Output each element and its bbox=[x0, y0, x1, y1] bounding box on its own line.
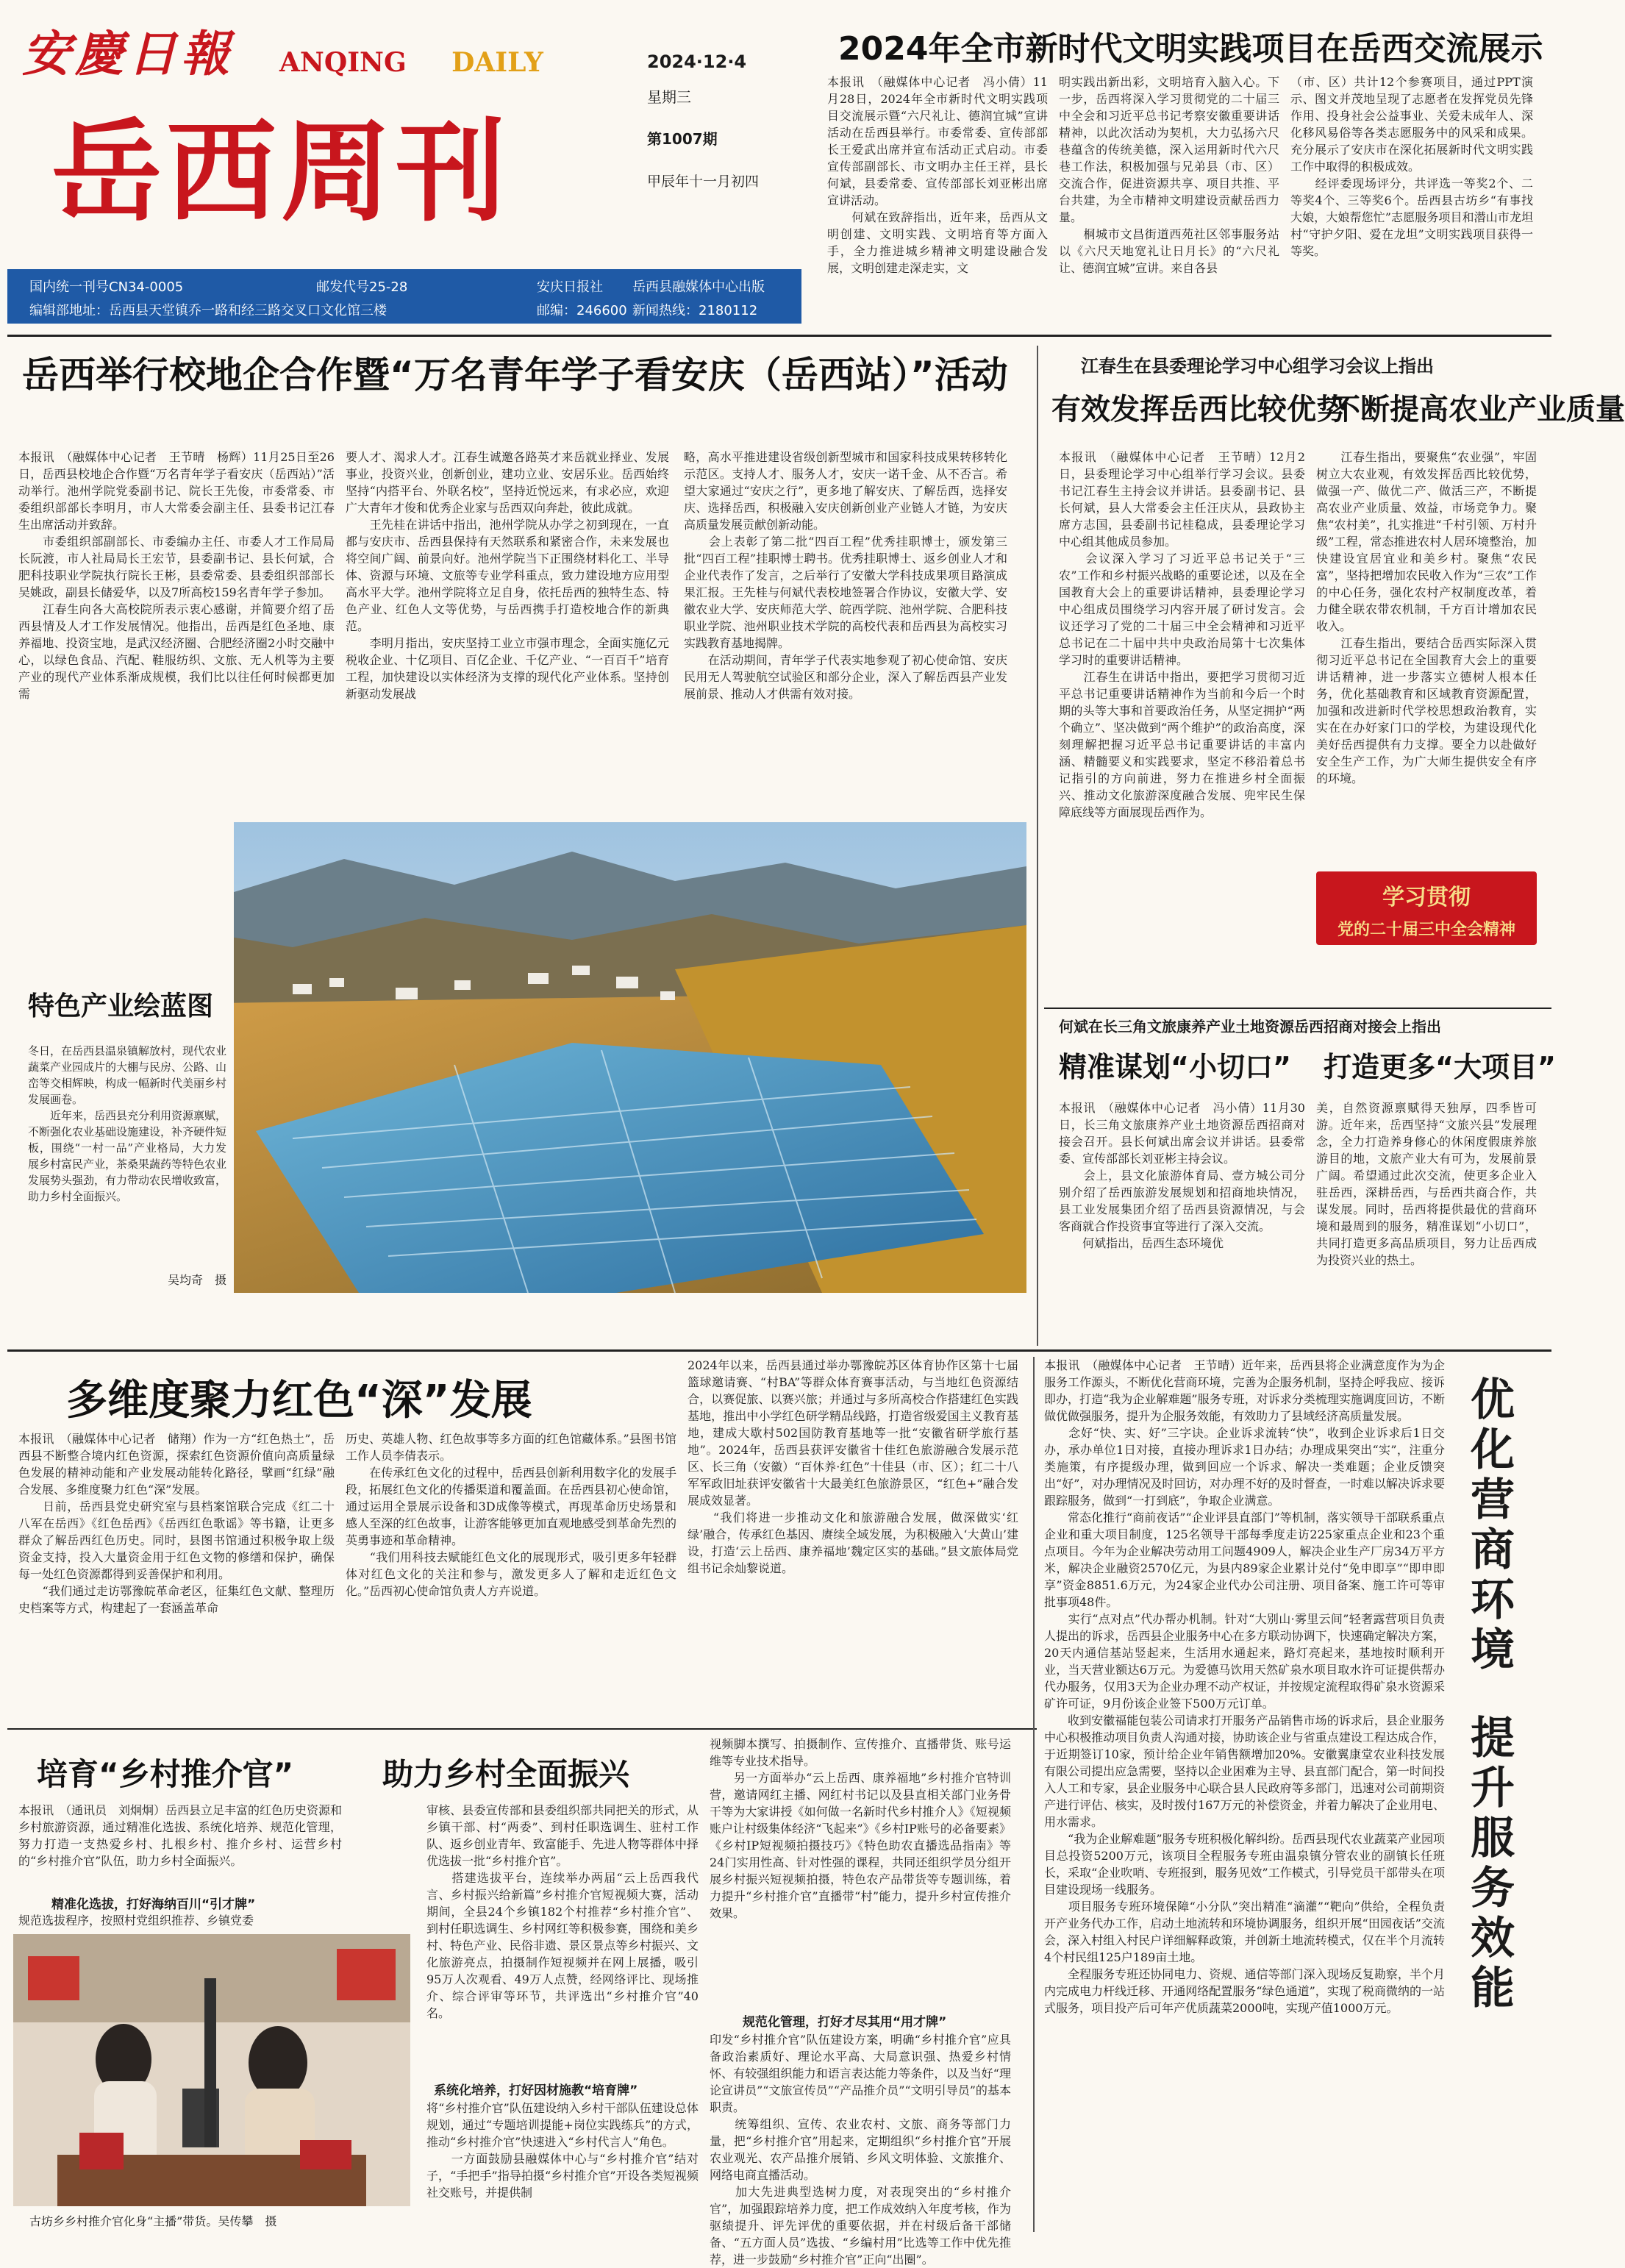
info-cn: 国内统一刊号CN34-0005 bbox=[29, 279, 184, 295]
feature-photo bbox=[13, 822, 1026, 1293]
business-title-1: 优 化 营 商 环 境 bbox=[1471, 1374, 1515, 1676]
he-title-right: 打造更多“大项目” bbox=[1324, 1051, 1556, 1083]
paper-en-2: DAILY bbox=[451, 47, 543, 78]
weekly-title: 岳西周刊 bbox=[51, 109, 511, 237]
red-culture-title: 多维度聚力红色“深”发展 bbox=[66, 1377, 532, 1424]
badge-line-2: 党的二十届三中全会精神 bbox=[1337, 921, 1515, 939]
business-text: 本报讯 （融媒体中心记者 王节晴）近年来，岳西县将企业满意度作为为企服务工作源头，不断优化营商环境，完善为企服务机制，坚持企呼我应、接诉即办，打造“我为企业解难题”服务专班，对诉求分类梳理实施调度回访，不断做优做强服务，提升为企服务效能，有效助力了县域经济高质量发展。 念好“快、实、好”三字诀。企业诉求流转“快”，收到企业诉求后1日交办，承办单位1日对接，直接办理诉求1日办结；办理成果突出“实”，注重分类施策，有序提级办理，做到回应一个诉求、解决一类难题；企业反馈突出“好”，对办理情况及时回访，对办理不好的及时督查，一时难以解决诉求要跟踪服务，做到“一打到底”，争取企业满意。 常态化推行“商前夜话”“企业评县直部门”等机制，落实领导干部联系重点企业和重大项目制度，125名领导干部每季度走访225家重点企业和23个重点项目。今年为企业解决劳动用工问题4909人，解决企业生产厂房34万平方米，解决企业融资2570亿元，为县内89家企业累计兑付“免申即享”“即申即享”资金8851.6万元，为24家企业代办公司注册、项目备案、施工许可等审批事项48件。 实行“点对点”代办帮办机制。针对“大别山·雾里云间”轻奢露营项目负责人提出的诉求，岳西县企业服务中心在多方联动协调下，快速确定解决方案，20天内通信基站竖起来，生活用水通起来，路灯亮起来，基地按时顺利开业，当天营业额达6万元。为爱德马饮用天然矿泉水项目取水许可证提供帮办代办服务，仅用3天为企业办理不动产权证，并按规定流程取得矿泉水资源采矿许可证，9月份该企业签下500万元订单。 收到安徽福能包装公司请求打开服务产品销售市场的诉求后，县企业服务中心积极推动项目负责人沟通对接，协助该企业与省重点建设工程达成合作，于近期签订10家，预计给企业年销售额增加20%。安徽翼康堂农业科技发展有限公司提出应急需要，坚持以企业困难为主导、县直部门配合，第一时间投入人工和专家，县企业服务中心联合县人民政府等多部门，迅速对公司前期资产进行评估、核实，及时拨付167万元的补偿资金，并着力解决了企业用电、用水需求。 “我为企业解难题”服务专班积极化解纠纷。岳西县现代农业蔬菜产业园项目总投资5200万元，该项目全程服务专班由温泉镇分管农业的副镇长任班长，采取“企业吹哨、专班报到，服务见效”工作模式，引导党员干部带头在项目建设现场一线服务。 项目服务专班环境保障“小分队”突出精准“滴灌”“靶向”供给，全程负责开产业务代办工作，启动土地流转和环境协调服务，组织开展“田园夜话”交流会，深入村组入村民户详细解释政策，并创新土地流转模式，仅在半个月流转4个村民组125户189亩土地。 全程服务专班还协同电力、资规、通信等部门深入现场反复勘察，半个月内完成电力杆线迁移、开通网络配置服务“绿色通道”，实现了税商微纳的一站式服务，项目投产后可年产优质蔬菜2000吨，实现产值1000万元。 bbox=[1044, 1358, 1445, 2015]
issue-date: 2024·12·4 bbox=[647, 51, 747, 72]
info-address: 编辑部地址：岳西县天堂镇乔一路和经三路交叉口文化馆三楼 bbox=[29, 303, 387, 318]
top-story-col-2: 明实践出新出彩，文明培育入脑入心。下一步，岳西将深入学习贯彻党的二十届三中全会和习近平总书记考察安徽重要讲话精神，以此次活动为契机，大力弘扬六尺巷蕴含的传统美德，深入运用新时代六尺巷工作法，积极加强与兄弟县（市、区）交流合作，促进资源共享、项目共推、平台共建，为全市精神文明建设贡献岳西力量。 桐城市文昌街道西苑社区邻事服务站以《六尺天地宽礼让日月长》的“六尺礼让、德润宜城”宣讲。来自各县 bbox=[1059, 75, 1279, 275]
jiang-col-1: 本报讯 （融媒体中心记者 王节晴）12月2日，县委理论学习中心组举行学习会议。县委书记江春生主持会议并讲话。县委副书记、县长何斌，县人大常委会主任汪庆从，县政协主席方志国，县委副书记桂稳成，县委理论学习中心组其他成员参加。 会议深入学习了习近平总书记关于“三农”工作和乡村振兴战略的重要论述，以及在全国教育大会上的重要讲话精神，县委理论学习中心组成员围绕学习内容开展了研讨发言。会议还学习了党的二十届三中全会精神和习近平总书记在二十届中共中央政治局第十七次集体学习时的重要讲话精神。 江春生在讲话中指出，要把学习贯彻习近平总书记重要讲话精神作为当前和今后一个时期的头等大事和首要政治任务，从坚定拥护“两个确立”、坚决做到“两个维护”的政治高度，深刻理解把握习近平总书记重要讲话的丰富内涵、精髓要义和实践要求，坚定不移沿着总书记指引的方向前进，努力在推进乡村全面振兴、推动文化旅游深度融合发展、兜牢民生保障底线等方面展现岳西作为。 bbox=[1059, 450, 1305, 819]
business-vertical-title-1 bbox=[1467, 1375, 1518, 1675]
paper-en-1: ANQING bbox=[279, 47, 407, 78]
date-box bbox=[647, 51, 794, 190]
study-badge bbox=[1316, 871, 1537, 945]
village-sub-1: 精准化选拔，打好海纳百川“引才牌” bbox=[51, 1897, 256, 1912]
village-sub-3: 规范化管理，打好才尽其用“用才牌” bbox=[743, 2015, 947, 2030]
vertical-divider-right bbox=[1037, 346, 1038, 1346]
village-col-2-rest: 将“乡村推介官”队伍建设纳入乡村干部队伍建设总体规划，通过“专题培训提能+岗位实践练兵”的方式，推动“乡村推介官”快速进入“乡村代言人”角色。 一方面鼓励县融媒体中心与“乡村推介官”结对子，“手把手”指导拍摄“乡村推介官”开设各类短视频社交账号，并提供制 bbox=[426, 2101, 699, 2200]
feature-text: 冬日，在岳西县温泉镇解放村，现代农业蔬菜产业园成片的大棚与民房、公路、山峦等交相辉映，构成一幅新时代美丽乡村发展画卷。 近年来，岳西县充分利用资源禀赋，不断强化农业基础设施建设，补齐硬件短板，围绕“一村一品”产业格局，大力发展乡村富民产业，茶桑果蔬药等特色农业发展势头强劲，有力带动农民增收致富，助力乡村全面振兴。 bbox=[28, 1044, 227, 1203]
feature-title: 特色产业绘蓝图 bbox=[28, 991, 214, 1021]
feature-credit: 吴均奇 摄 bbox=[168, 1273, 227, 1287]
village-photo bbox=[13, 1934, 410, 2206]
xiaoqi-col-3: 略，高水平推进建设省级创新型城市和国家科技成果转移转化示范区。支持人才、服务人才，安庆一诺千金、从不否言。希望大家通过“安庆之行”，更多地了解安庆、了解岳西，选择安庆、选择岳西，积极融入安庆创新创业产业链人才链，为安庆高质量发展贡献创新动能。 会上表彰了第二批“四百工程”优秀挂职博士，颁发第三批“四百工程”挂职博士聘书。优秀挂职博士、返乡创业人才和企业代表作了发言，之后举行了安徽大学科技成果项目路演成果汇报。王先桂与何斌代表校地签署合作协议，安徽大学、安徽农业大学、安庆师范大学、皖西学院、池州学院、合肥科技职业学院、池州职业技术学院的高校代表和岳西县为高校实习实践教育基地揭牌。 在活动期间，青年学子代表实地参观了初心使命馆、安庆民用无人驾驶航空试验区和部分企业，深入了解岳西县产业发展前景、推动人才供需有效对接。 bbox=[684, 450, 1007, 701]
village-col-2: 审核、县委宣传部和县委组织部共同把关的形式，从乡镇干部、村“两委”、到村任职选调生、驻村工作队、返乡创业青年、致富能手、先进人物等群体中择优选拔一批“乡村推介官”。 搭建选拔平台，连续举办两届“云上岳西我代言、乡村振兴给新篇”乡村推介官短视频大赛，活动期间，全县24个乡镇182个村推荐“乡村推介官”、到村任职选调生、乡村网红等积极参赛，围绕和美乡村、特色产业、民俗非遗、景区景点等乡村振兴、文化旅游亮点，拍摄制作短视频并在网上展播，吸引95万人次观看、49万人点赞，经网络评比、现场推介、综合评审等环节，共评选出“乡村推介官”40名。 bbox=[426, 1803, 699, 2020]
weekday: 星期三 bbox=[647, 88, 691, 106]
info-center: 岳西县融媒体中心出版 bbox=[632, 279, 765, 295]
village-photo-image bbox=[13, 1934, 410, 2206]
jiang-title-right: 不断提高农业产业质量 bbox=[1331, 393, 1625, 427]
red-culture-col-1: 本报讯 （融媒体中心记者 储翔）作为一方“红色热土”，岳西县不断整合境内红色资源，探索红色资源价值向高质量绿色发展的精神动能和产业发展动能转化路径，擘画“红绿”融合发展、多维度聚力红色“深”发展。 日前，岳西县党史研究室与县档案馆联合完成《红二十八军在岳西》《红色岳西》《岳西红色歌谣》等书籍，让更多群众了解岳西红色历史。同时，县图书馆通过积极争取上级资金支持，投入大量资金用于红色文物的修缮和保护，确保每一处红色资源都得到妥善保护和利用。 “我们通过走访鄂豫皖革命老区，征集红色文献、整理历史档案等方式，构建起了一套涵盖革命 bbox=[18, 1432, 335, 1615]
top-story-title: 2024年全市新时代文明实践项目在岳西交流展示 bbox=[838, 30, 1543, 68]
village-sub-2: 系统化培养，打好因材施教“培育牌” bbox=[434, 2083, 638, 2098]
village-col-3: 视频脚本撰写、拍摄制作、宣传推介、直播带货、账号运维等专业技术指导。 另一方面举办“云上岳西、康养福地”乡村推介官特训营，邀请网红主播、网红村书记以及县直相关部门业务骨干等为大家讲授《如何做一名新时代乡村推介人》《短视频账户让村级集体经济“飞起来”》《乡村IP账号的必备要素》《乡村IP短视频拍摄技巧》《特色助农直播选品指南》等24门实用性高、针对性强的课程，共同还组织学员分组开展乡村振兴短视频拍摄，特色农产品带货等专题训练，着力提升“乡村推介官”直播带“村”能力，提升乡村宣传推介效果。 bbox=[710, 1737, 1011, 1920]
village-photo-caption: 古坊乡乡村推介官化身“主播”带货。吴传攀 摄 bbox=[29, 2214, 277, 2228]
jiang-kicker: 江春生在县委理论学习中心组学习会议上指出 bbox=[1081, 356, 1434, 377]
he-col-2: 美，自然资源禀赋得天独厚，四季皆可游。近年来，岳西坚持“文旅兴县”发展理念，全力打造养身修心的休闲度假康养旅游目的地，文旅产业大有可为，发展前景广阔。希望通过此次交流，使更多企业入驻岳西，深耕岳西，与岳西共商合作，共谋发展。同时，岳西将提供最优的营商环境和最周到的服务，精准谋划“小切口”，共同打造更多高品质项目，努力让岳西成为投资兴业的热土。 bbox=[1316, 1101, 1537, 1267]
info-post: 邮发代号25-28 bbox=[316, 279, 408, 295]
business-vertical-title-2 bbox=[1467, 1714, 1518, 2014]
village-col-3-rest: 印发“乡村推介官”队伍建设方案，明确“乡村推介官”应具备政治素质好、理论水平高、大局意识强、热爱乡村情怀、有较强组织能力和语言表达能力等条件，以及当好“理论宣讲员”“文旅宣传员”“产品推介员”“文明引导员”的基本职责。 统筹组织、宣传、农业农村、文旅、商务等部门力量，把“乡村推介官”用起来，定期组织“乡村推介官”开展农业观光、农产品推介展销、乡风文明体验、文旅推介、网络电商直播活动。 加大先进典型选树力度，对表现突出的“乡村推介官”，加强跟踪培养力度，把工作成效纳入年度考核，作为驱绩提升、评先评优的重要依据，并在村级后备干部储备、“五方面人员”选拔、“乡编村用”比选等工作中优先推荐，进一步鼓励“乡村推介官”正向“出圈”。 bbox=[710, 2033, 1011, 2267]
issue-number: 第1007期 bbox=[647, 130, 718, 148]
jiang-col-2: 江春生指出，要聚焦“农业强”，牢固树立大农业观，有效发挥岳西比较优势，做强一产、做优二产、做活三产，不断提高农业产业质量、效益，市场竞争力。聚焦“农村美”，扎实推进“千村引领、万村升级”工程，常态推进农村人居环境整治，加快建设宜居宜业和美乡村。聚焦“农民富”，坚持把增加农民收入作为“三农”工作的中心任务，强化农村产权制度改革，着力健全联农带农机制，千方百计增加农民收入。 江春生指出，要结合岳西实际深入贯彻习近平总书记在全国教育大会上的重要讲话精神，进一步落实立德树人根本任务，优化基础教育和区域教育资源配置，加强和改进新时代学校思想政治教育，实实在在办好家门口的学校，为建设现代化美好岳西提供有力支撑。要全力以赴做好安全生产工作，为广大师生提供安全有序的环境。 bbox=[1316, 450, 1537, 785]
xiaoqi-title: 岳西举行校地企合作暨“万名青年学子看安庆（岳西站）”活动 bbox=[22, 354, 1008, 396]
xiaoqi-col-2: 要人才、渴求人才。江春生诚邀各路英才来岳就业择业、发展事业，投资兴业，创新创业，建功立业、安居乐业。岳西始终坚持“内搭平台、外联名校”，坚持近悦远来，有求必应，欢迎广大青年才俊和优秀企业家与岳西双向奔赴，彼此成就。 王先桂在讲话中指出，池州学院从办学之初到现在，一直都与安庆市、岳西县保持有天然联系和紧密合作，未来发展也将空间广阔、前景向好。池州学院当下正围绕材料化工、半导体、资源与环境、文旅等专业学科重点，致力建设地方应用型高水平大学。池州学院将立足自身，依托岳西的独特生态、特色产业、红色人文等优势，与岳西携手打造校地合作的新典范。 李明月指出，安庆坚持工业立市强市理念，全面实施亿元税收企业、十亿项目、百亿企业、千亿产业、“一百百千”培育工程，加快建设以实体经济为支撑的现代化产业体系。坚持创新驱动发展战 bbox=[346, 450, 669, 701]
divider-1 bbox=[7, 335, 1551, 337]
divider-2 bbox=[7, 1349, 1551, 1352]
red-culture-col-3: 2024年以来，岳西县通过举办鄂豫皖苏区体育协作区第十七届篮球邀请赛、“村BA”等群众体育赛事活动，与当地红色资源结合，以赛促旅、以赛兴旅；并通过与多所高校合作搭建红色实践基地，推出中小学红色研学精品线路，打造省级爱国主义教育基地，建成大歇村502国防教育基地等一批“安徽省研学旅行基地”。2024年，岳西县获评安徽省十佳红色旅游融合发展示范区、长三角（安徽）“百休养·红色”十佳县（市、区）；红二十八军军政旧址获评安徽省十大最美红色旅游景区，“红色+”融合发展成效显著。 “我们将进一步推动文化和旅游融合发展，做深做实‘红绿’融合，传承红色基因、赓续全域发展，为积极融入‘大黄山’建设，打造‘云上岳西、康养福地’魏定区实的基础。”县文旅体局党组书记余灿黎说道。 bbox=[688, 1358, 1018, 1575]
village-col-1-lead: 本报讯 （通讯员 刘炯炯）岳西县立足丰富的红色历史资源和乡村旅游资源，通过精准化选拔、系统化培养、规范化管理，努力打造一支热爱乡村、扎根乡村、推介乡村、运营乡村的“乡村推介官”队伍，助力乡村全面振兴。 bbox=[18, 1803, 343, 1868]
village-title-right: 助力乡村全面振兴 bbox=[382, 1756, 630, 1792]
masthead bbox=[0, 0, 809, 338]
info-hotline: 新闻热线：2180112 bbox=[632, 303, 758, 318]
he-kicker: 何斌在长三角文旅康养产业土地资源岳西招商对接会上指出 bbox=[1059, 1018, 1441, 1035]
paper-en-name bbox=[279, 47, 543, 78]
info-publisher: 安庆日报社 bbox=[537, 279, 603, 295]
info-zip: 邮编：246600 bbox=[537, 303, 627, 318]
info-bar bbox=[7, 269, 801, 324]
business-title-2: 提 升 服 务 效 能 bbox=[1471, 1713, 1515, 2014]
xiaoqi-col-1: 本报讯 （融媒体中心记者 王节晴 杨辉）11月25日至26日，岳西县校地企合作暨“万名青年学子看安庆（岳西站）”活动举行。池州学院党委副书记、院长王先俊，市委常委、市委组织部部长李明月，市人大常委会副主任、县委书记江春生出席活动并致辞。 市委组织部副部长、市委编办主任、市委人才工作局局长阮渡，市人社局局长王宏节，县委副书记、县长何斌，合肥科技职业学院执行院长王彬，县委常委、县委组织部部长吴姚政，副县长储爱华，以及7所高校159名青年学子参加。 江春生向各大高校院所表示衷心感谢，并简要介绍了岳西县情及人才工作发展情况。他指出，岳西是红色圣地、康养福地、投资宝地，是武汉经济圈、合肥经济圈2小时交融中心，以绿色食品、汽配、鞋服纺织、文旅、无人机等为主要产业的现代产业体系渐成规模，我们比以往任何时候都更加需 bbox=[18, 450, 335, 701]
village-col-1-rest: 规范选拔程序，按照村党组织推荐、乡镇党委 bbox=[18, 1914, 254, 1928]
village-title-left: 培育“乡村推介官” bbox=[37, 1756, 294, 1792]
jiang-title-left: 有效发挥岳西比较优势 bbox=[1051, 393, 1346, 427]
he-divider bbox=[1044, 1008, 1551, 1009]
top-story-col-3: （市、区）共计12个参赛项目，通过PPT演示、图文并茂地呈现了志愿者在发挥党员先锋作用、投身社会公益事业、关爱未成年人、深化移风易俗等各类志愿服务中的风采和成果。充分展示了安庆市在深化拓展新时代文明实践工作中取得的积极成效。 经评委现场评分，共评选一等奖2个、二等奖4个、三等奖6个。岳西县古坊乡“有事找大娘，大娘帮您忙”志愿服务项目和潜山市龙坦村“守护夕阳、爱在龙坦”文明实践项目获得一等奖。 bbox=[1290, 75, 1533, 258]
lunar-date: 甲辰年十一月初四 bbox=[647, 174, 760, 190]
top-story-col-1: 本报讯 （融媒体中心记者 冯小倩）11月28日，2024年全市新时代文明实践项目交流展示暨“六尺礼让、德润宜城”宣讲活动在岳西县举行。市委常委、宣传部部长王爱武出席并宣布活动正式启动。市委宣传部副部长、市文明办主任王祥，县长何斌，县委常委、宣传部部长刘亚彬出席宣讲活动。 何斌在致辞指出，近年来，岳西从文明创建、文明实践、文明培育等方面入手，全力推进城乡精神文明建设融合发展，文明创建走深走实，文 bbox=[827, 75, 1048, 275]
paper-name: 安慶日報 bbox=[22, 25, 234, 82]
vertical-divider-bottom bbox=[1033, 1357, 1035, 2232]
badge-line-1: 学习贯彻 bbox=[1382, 885, 1471, 910]
he-title-left: 精准谋划“小切口” bbox=[1059, 1051, 1291, 1083]
he-col-1: 本报讯 （融媒体中心记者 冯小倩）11月30日，长三角文旅康养产业土地资源岳西招商对接会召开。县长何斌出席会议并讲话。县委常委、宣传部部长刘亚彬主持会议。 会上，县文化旅游体育局、壹方城公司分别介绍了岳西旅游发展规划和招商地块情况，县工业发展集团介绍了岳西县资源情况，与会客商就合作投资事宜等进行了深入交流。 何斌指出，岳西生态环境优 bbox=[1059, 1101, 1305, 1250]
red-culture-col-2: 历史、英雄人物、红色故事等多方面的红色馆藏体系。”县图书馆工作人员李倩表示。 在传承红色文化的过程中，岳西县创新利用数字化的发展手段，拓展红色文化的传播渠道和覆盖面。在岳西县初心使命馆，通过运用全景展示设备和3D成像等模式，再现革命历史场景和感人至深的红色故事，让游客能够更加直观地感受到革命先烈的英勇事迹和革命精神。 “我们用科技去赋能红色文化的展现形式，吸引更多年轻群体对红色文化的关注和参与，激发更多人了解和走近红色文化。”岳西初心使命馆负责人方卉说道。 bbox=[346, 1432, 676, 1598]
divider-3 bbox=[7, 1728, 1037, 1730]
